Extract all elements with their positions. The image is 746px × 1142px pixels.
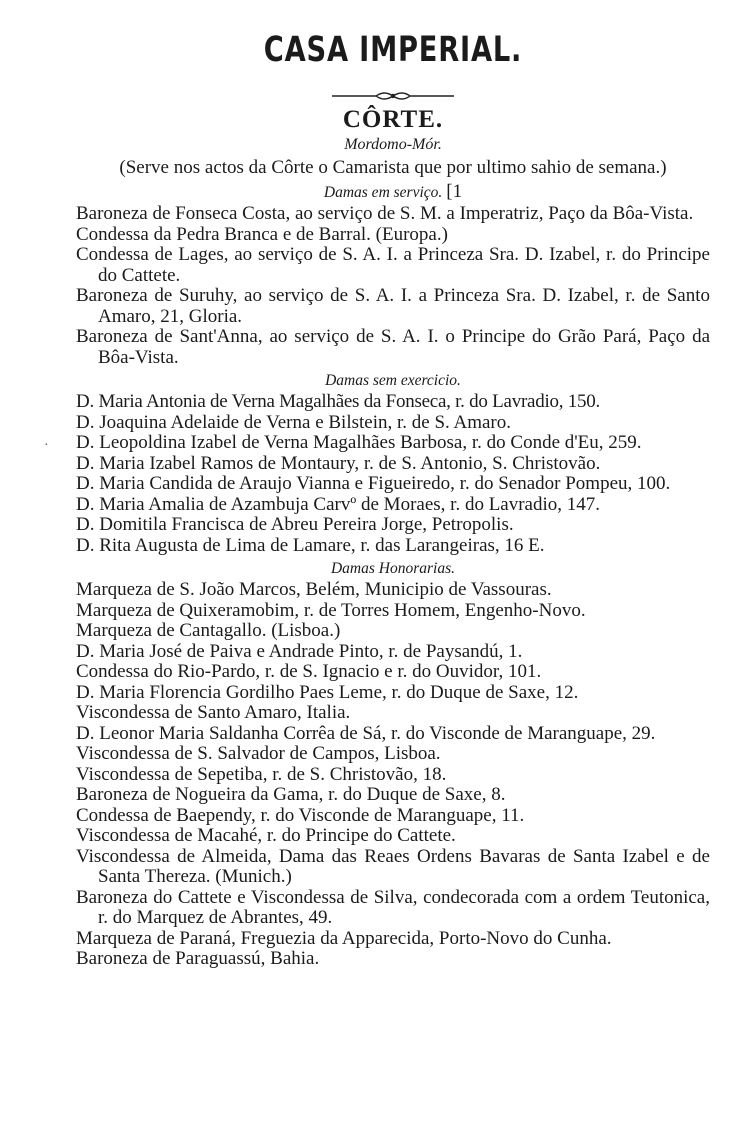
list-item: D. Maria Candida de Araujo Vianna e Figueiredo, r. do Senador Pompeu, 100.: [76, 473, 671, 494]
list-item: Viscondessa de Macahé, r. do Principe do Cattete.: [76, 825, 456, 846]
list-item: Condessa de Baependy, r. do Visconde de Maranguape, 11.: [76, 804, 525, 826]
list-item: Marqueza de S. João Marcos, Belém, Municipio de Vassouras.: [76, 579, 552, 600]
list-item: D. Leonor Maria Saldanha Corrêa de Sá, r. do Visconde de Maranguape, 29.: [76, 722, 656, 744]
list-item: Condessa da Pedra Branca e de Barral. (Europa.): [76, 223, 448, 245]
bracket-mark: [1: [446, 181, 463, 202]
list-item: Marqueza de Quixeramobim, r. de Torres Homem, Engenho-Novo.: [76, 599, 586, 621]
list-item: Condessa de Lages, ao serviço de S. A. I. a Princeza Sra. D. Izabel, r. do Principe do Cattete.: [76, 244, 710, 286]
ornament-divider: [76, 90, 710, 102]
service-note: (Serve nos actos da Côrte o Camarista que por ultimo sahio de semana.): [119, 157, 667, 178]
heading-damas-exercicio: Damas sem exercicio.: [325, 372, 461, 389]
list-item: D. Maria Florencia Gordilho Paes Leme, r. do Duque de Saxe, 12.: [76, 681, 579, 703]
margin-dot: ·: [44, 438, 49, 453]
list-item: D. Maria Antonia de Verna Magalhães da Fonseca, r. do Lavradio, 150.: [76, 391, 600, 412]
list-item: D. Domitila Francisca de Abreu Pereira Jorge, Petropolis.: [76, 514, 514, 535]
list-item: Marqueza de Cantagallo. (Lisboa.): [76, 620, 341, 641]
mordomo-heading: Mordomo-Mór.: [344, 136, 442, 153]
directory-page: [76, 28, 710, 970]
list-item: Baroneza de Suruhy, ao serviço de S. A. I. a Princeza Sra. D. Izabel, r. de Santo Amaro, 21, Gloria.: [76, 285, 710, 327]
list-item: Viscondessa de Santo Amaro, Italia.: [76, 702, 351, 723]
list-item: D. Rita Augusta de Lima de Lamare, r. das Larangeiras, 16 E.: [76, 534, 545, 556]
list-item: Baroneza de Fonseca Costa, ao serviço de S. M. a Imperatriz, Paço da Bôa-Vista.: [76, 203, 694, 224]
list-item: Baroneza de Paraguassú, Bahia.: [76, 948, 320, 969]
section-title: CÔRTE.: [342, 106, 444, 133]
heading-damas-honorarias: Damas Honorarias.: [330, 560, 455, 577]
heading-damas-servico-text: Damas em serviço.: [323, 184, 443, 201]
page-title: CASA IMPERIAL.: [263, 30, 523, 70]
list-item: Marqueza de Paraná, Freguezia da Apparecida, Porto-Novo do Cunha.: [76, 927, 612, 949]
list-item: D. Maria José de Paiva e Andrade Pinto, r. de Paysandú, 1.: [76, 640, 523, 662]
list-damas-exercicio: [76, 392, 710, 556]
list-item: D. Joaquina Adelaide de Verna e Bilstein, r. de S. Amaro.: [76, 411, 511, 433]
heading-damas-servico: [76, 181, 710, 204]
list-item: Viscondessa de Almeida, Dama das Reaes Ordens Bavaras de Santa Izabel e de Santa Thereza. (Munich.): [76, 845, 710, 887]
list-damas-servico: [76, 204, 710, 368]
list-item: Baroneza de Sant'Anna, ao serviço de S. A. I. o Principe do Grão Pará, Paço da Bôa-Vista.: [76, 326, 710, 368]
list-item: D. Maria Amalia de Azambuja Carvº de Moraes, r. do Lavradio, 147.: [76, 493, 601, 515]
list-item: Viscondessa de Sepetiba, r. de S. Christovão, 18.: [76, 763, 447, 785]
list-item: Condessa do Rio-Pardo, r. de S. Ignacio e r. do Ouvidor, 101.: [76, 661, 542, 682]
list-damas-honorarias: [76, 580, 710, 970]
ornament-divider-icon: [332, 90, 454, 102]
list-item: Baroneza do Cattete e Viscondessa de Silva, condecorada com a ordem Teutonica, r. do Marquez de Abrantes, 49.: [76, 886, 710, 928]
list-item: Viscondessa de S. Salvador de Campos, Lisboa.: [76, 743, 441, 764]
list-item: Baroneza de Nogueira da Gama, r. do Duque de Saxe, 8.: [76, 784, 506, 805]
list-item: D. Maria Izabel Ramos de Montaury, r. de S. Antonio, S. Christovão.: [76, 452, 601, 474]
list-item: D. Leopoldina Izabel de Verna Magalhães Barbosa, r. do Conde d'Eu, 259.: [76, 432, 642, 453]
